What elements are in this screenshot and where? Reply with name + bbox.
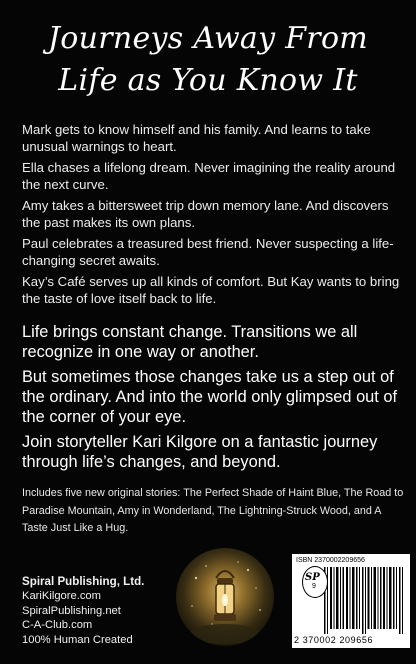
story-blurb-mark: Mark gets to know himself and his family. And learns to take unusual warnings to heart. [22,122,371,154]
includes-note: Includes five new original stories: The Perfect Shade of Haint Blue, The Road to Paradise Mountain, Amy in Wonderland, The Lightning-Struck Wood, and A Taste Just Like a Hug. [22,487,404,534]
spiral-logo-number: 9 [312,583,316,590]
blurb-paragraph-1: Life brings constant change. Transitions we all recognize in one way or another. [22,323,358,361]
spiral-logo-text: SP [305,572,320,583]
blurb-paragraph-3: Join storyteller Kari Kilgore on a fantastic journey through life’s changes, and beyond. [22,433,378,471]
publisher-website-author: KariKilgore.com [22,590,101,602]
isbn-number: 2 370002 209656 [294,635,374,645]
blurb-paragraph-2: But sometimes those changes take us a step out of the ordinary. And into the world only glimpsed out of the corner of your eye. [22,368,398,426]
spiral-logo-icon [302,566,328,598]
human-created-label: 100% Human Created [22,633,133,646]
story-blurb-ella: Ella chases a lifelong dream. Never imagining the reality around the next curve. [22,160,396,192]
story-blurb-amy: Amy takes a bittersweet trip down memory lane. And discovers the past makes its own plans. [22,198,389,230]
cover-title-line1: Journeys Away From [47,21,369,56]
publisher-name: Spiral Publishing, Ltd. [22,575,145,588]
publisher-website-club: C-A-Club.com [22,619,93,631]
story-blurb-kay: Kay’s Café serves up all kinds of comfort. But Kay wants to bring the taste of love itself back to life. [22,274,400,306]
isbn-label: ISBN 2370002209656 [296,557,365,564]
publisher-block [22,574,172,647]
cover-title-line2: Life as You Know It [58,63,358,98]
lantern-photo-icon [176,548,274,646]
publisher-website-press: SpiralPublishing.net [22,604,121,617]
lantern-graphic [176,548,274,646]
story-blurb-paul: Paul celebrates a treasured best friend. Never suspecting a life-changing secret awaits. [22,236,394,268]
